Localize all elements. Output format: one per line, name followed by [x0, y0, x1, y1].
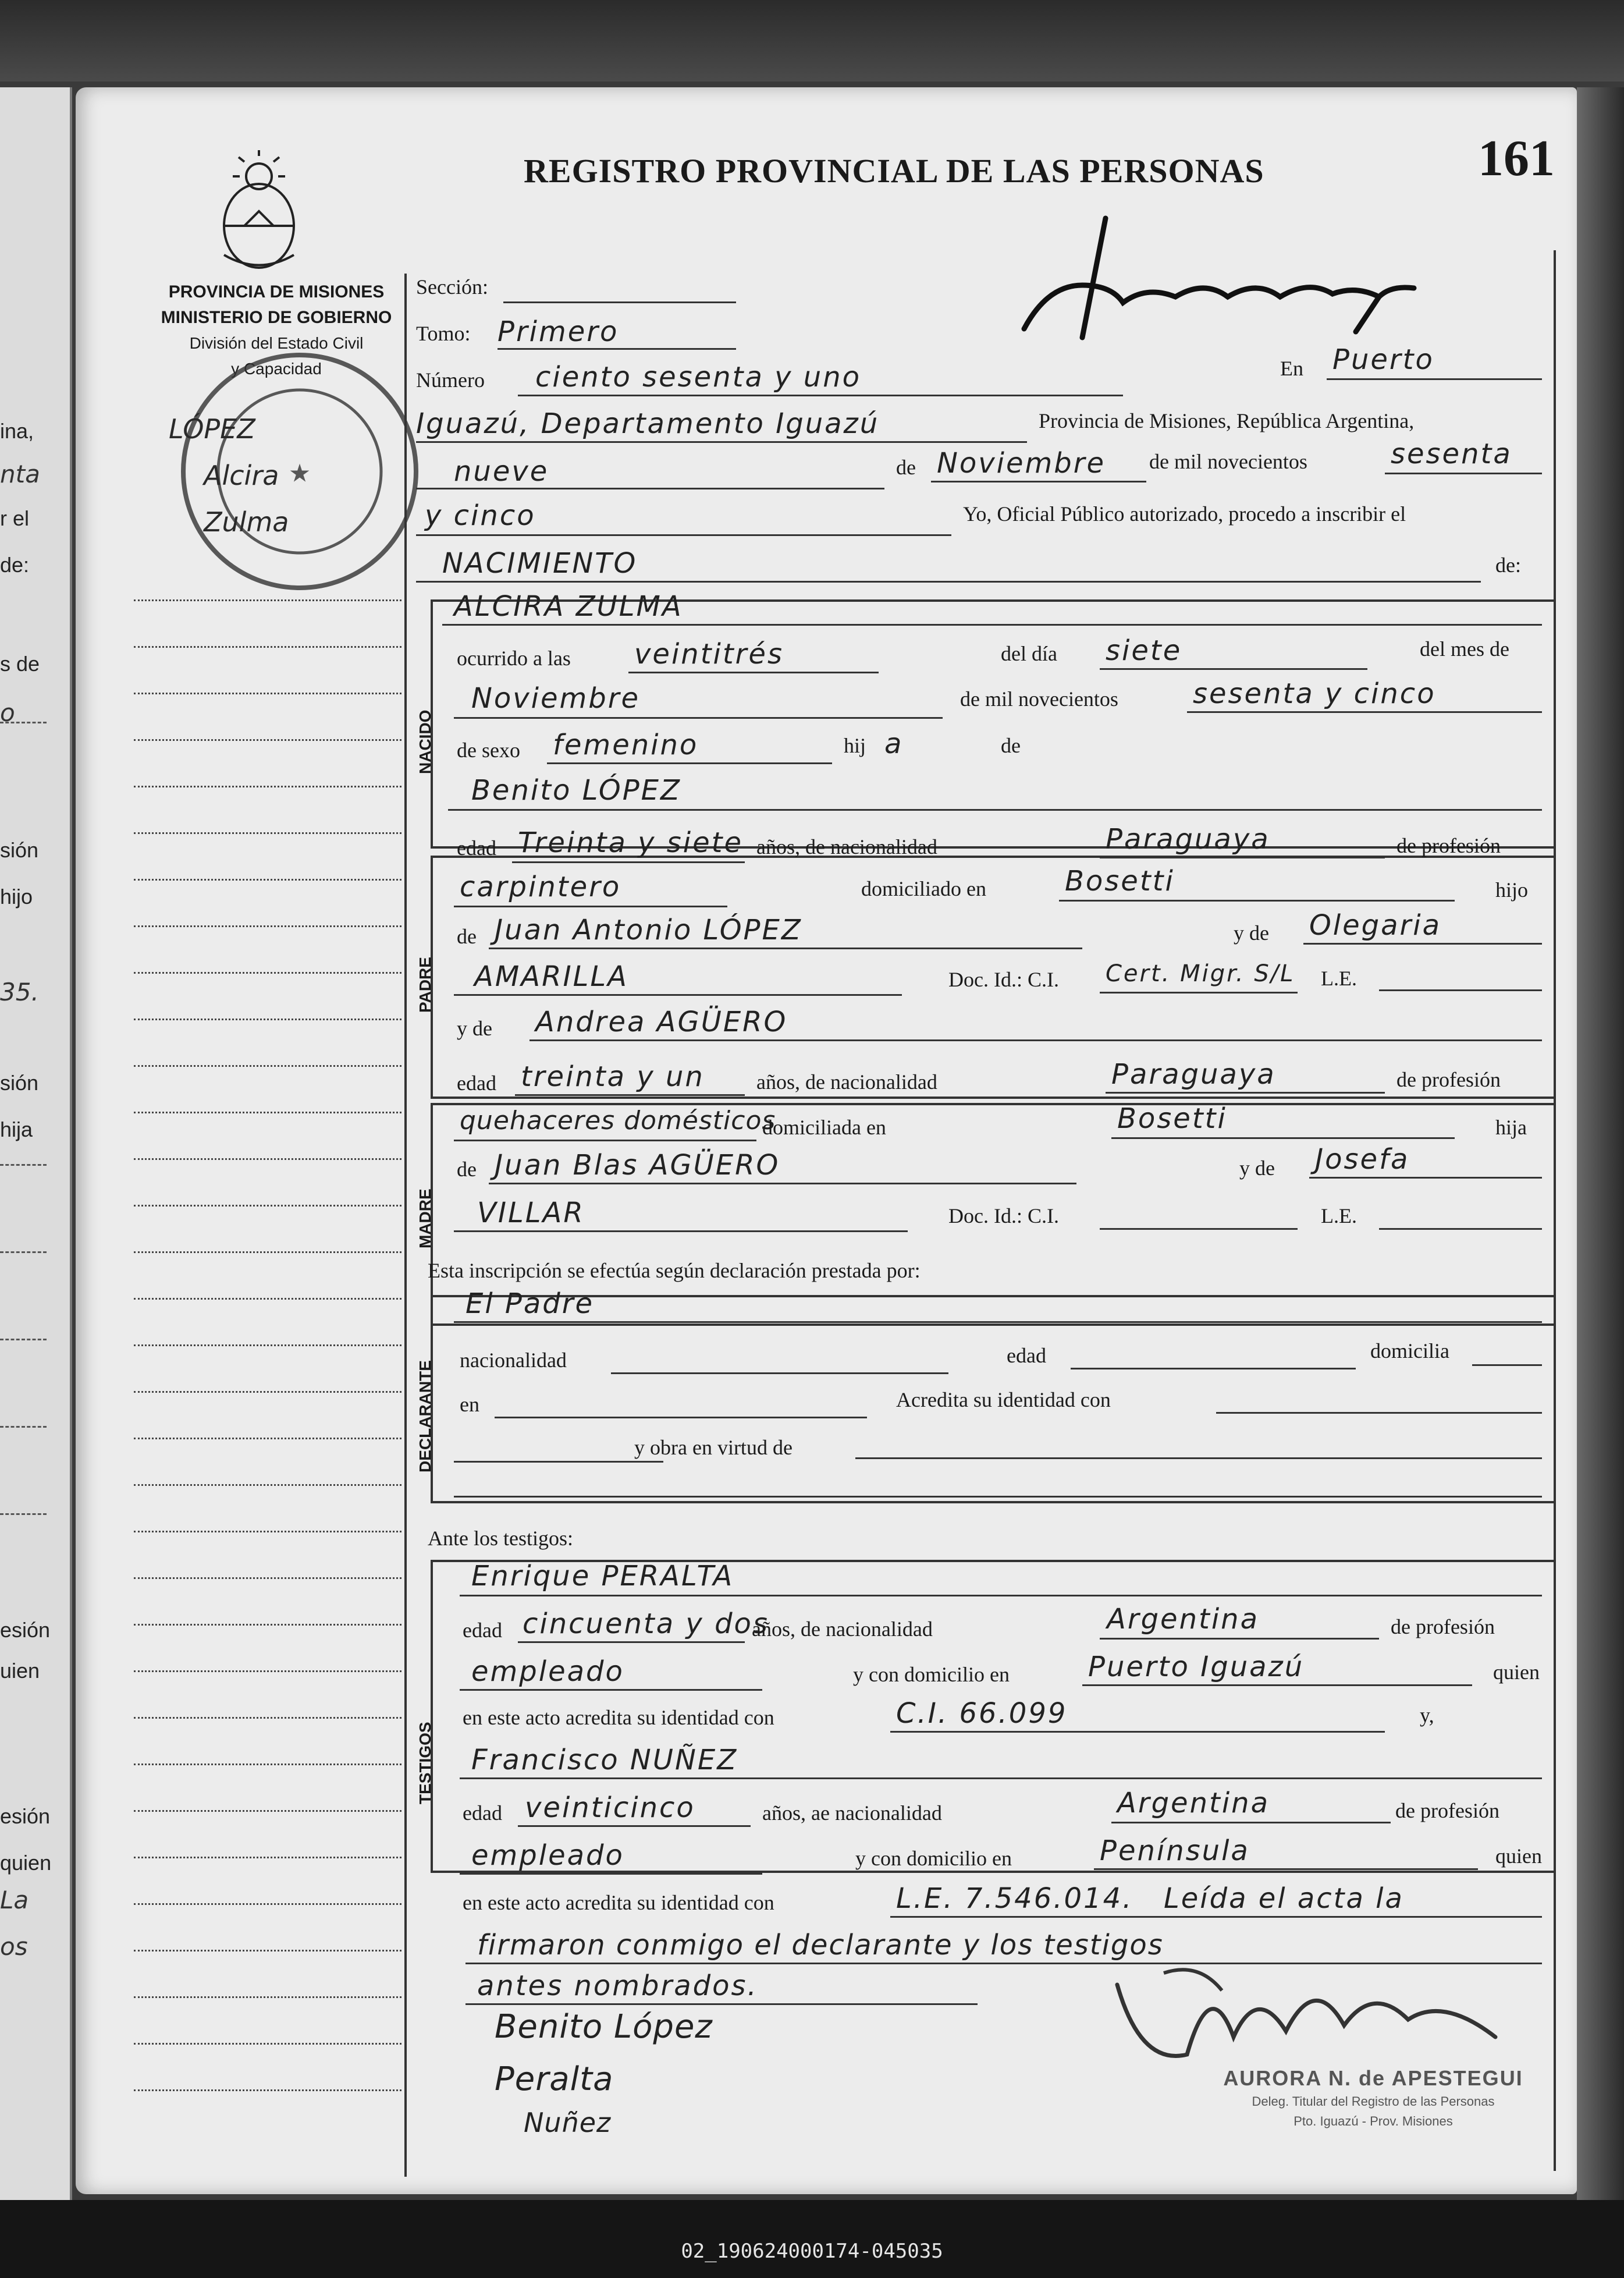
declarante-intro: Esta inscripción se efectúa según declaración prestada por:: [428, 1259, 921, 1282]
underline: [503, 301, 736, 303]
margin-first-name: Alcira: [204, 460, 279, 491]
underline: [1379, 1228, 1542, 1230]
underline: [454, 1496, 1542, 1498]
testigo2-domicilio: Península: [1100, 1835, 1250, 1867]
file-id-label: 02_190624000174-045035: [681, 2240, 943, 2263]
underline: [512, 861, 745, 863]
margin-line: [134, 2043, 401, 2045]
underline: [442, 624, 1542, 626]
official-signature-icon: [1094, 1950, 1513, 2084]
testigo2-profesion: empleado: [471, 1839, 624, 1872]
underline: [489, 1183, 1076, 1184]
underline: [1216, 1412, 1542, 1414]
nacido-mes: Noviembre: [471, 682, 641, 715]
prev-fragment: hijo: [0, 885, 33, 909]
madre-hija-label: hija: [1495, 1116, 1527, 1139]
underline: [1071, 1368, 1356, 1369]
testigo1-domicilio: Puerto Iguazú: [1088, 1651, 1305, 1683]
padre-padre-de: Juan Antonio LÓPEZ: [495, 914, 802, 946]
madre-le-label: L.E.: [1321, 1204, 1357, 1227]
madre-y-de-label: y de: [457, 1017, 492, 1040]
underline: [1187, 711, 1542, 713]
underline: [465, 2003, 978, 2005]
underline: [515, 1094, 745, 1096]
margin-line: [134, 1298, 401, 1300]
nacido-section: [431, 599, 1556, 849]
prev-fragment: esión: [0, 1804, 51, 1828]
underline: [448, 809, 1542, 811]
nacido-dia: siete: [1106, 634, 1182, 667]
margin-line: [134, 1019, 401, 1020]
underline: [1082, 1684, 1472, 1686]
madre-y-de2-label: y de: [1239, 1156, 1275, 1180]
official-place: Pto. Iguazú - Prov. Misiones: [1293, 2114, 1453, 2128]
padre-prof-label: de profesión: [1396, 834, 1501, 857]
padre-nombre: Benito LÓPEZ: [471, 774, 681, 807]
previous-page-edge: [0, 87, 72, 2200]
underline: [454, 906, 727, 907]
signature-witness-2-text: Nuñez: [524, 2107, 612, 2138]
closing-line-2: firmaron conmigo el declarante y los testigos: [477, 1929, 1164, 1961]
padre-edad-label: edad: [457, 836, 496, 860]
book-spine-shadow: [1577, 87, 1624, 2200]
tomo-value: Primero: [497, 315, 619, 348]
padre-nacionalidad: Paraguaya: [1106, 823, 1270, 856]
underline: [416, 441, 1027, 443]
underline: [460, 1595, 1542, 1596]
tipo-value: NACIMIENTO: [442, 547, 638, 580]
declarante-label: DECLARANTE: [416, 1360, 434, 1472]
underline: [890, 1731, 1385, 1733]
madre-label: MADRE: [416, 1188, 434, 1248]
signature-father-text: Benito López: [495, 2008, 713, 2046]
underline: [1100, 1228, 1298, 1230]
numero-value: ciento sesenta y uno: [535, 361, 861, 393]
underline: [454, 717, 943, 719]
underline: [530, 1039, 1542, 1041]
testigo2-nacionalidad: Argentina: [1117, 1787, 1270, 1819]
yo-text: Yo, Oficial Público autorizado, procedo a inscribir el: [963, 502, 1406, 526]
testigo1-edad: cincuenta y dos: [523, 1608, 769, 1640]
prev-fragment: r el: [0, 506, 30, 530]
tomo-label: Tomo:: [416, 322, 471, 345]
madre-prof-label: de profesión: [1396, 1068, 1501, 1091]
divider: [0, 1426, 47, 1428]
margin-line: [134, 1950, 401, 1951]
nacido-sexo: femenino: [553, 729, 699, 761]
testigo2-quien-label: quien: [1495, 1844, 1542, 1868]
sexo-label: de sexo: [457, 739, 520, 762]
madre-profesion: quehaceres domésticos: [460, 1106, 776, 1136]
closing-line-3: antes nombrados.: [477, 1970, 758, 2002]
margin-line: [134, 1112, 401, 1113]
margin-line: [134, 599, 401, 601]
margin-line: [134, 1205, 401, 1207]
margin-line: [134, 1531, 401, 1532]
margin-line: [134, 1484, 401, 1486]
declarante-edad-label: edad: [1007, 1344, 1046, 1367]
underline: [931, 481, 1146, 482]
svg-text:★: ★: [289, 462, 310, 486]
testigo-dom-label: y con domicilio en: [853, 1663, 1010, 1686]
footer-bar: [0, 2200, 1624, 2278]
divider: [0, 1513, 47, 1515]
underline: [1100, 992, 1298, 993]
registrar-signature-icon: [1007, 215, 1449, 349]
signature-father: [495, 2008, 713, 2046]
prev-fragment: uien: [0, 1659, 40, 1683]
declarante-acredita-label: Acredita su identidad con: [896, 1388, 1111, 1411]
margin-line: [134, 1391, 401, 1393]
testigo2-doc: L.E. 7.546.014.: [896, 1882, 1133, 1915]
underline: [416, 534, 951, 536]
declarante-obra-label: y obra en virtud de: [634, 1436, 793, 1459]
testigo2-edad-label: edad: [463, 1801, 502, 1825]
de-mil-label: de mil novecientos: [960, 687, 1118, 711]
nacido-nombre: ALCIRA ZULMA: [454, 590, 683, 623]
testigo-nac-label: años, de nacionalidad: [752, 1617, 933, 1641]
underline: [495, 1417, 867, 1418]
margin-line: [134, 739, 401, 741]
underline: [1111, 1137, 1455, 1139]
testigo2-dom-label: y con domicilio en: [855, 1847, 1012, 1870]
del-mes-label: del mes de: [1420, 637, 1509, 661]
padre-domicilio: Bosetti: [1065, 865, 1175, 897]
testigo1-doc: C.I. 66.099: [896, 1697, 1068, 1730]
margin-line: [134, 1857, 401, 1858]
underline: [454, 994, 902, 996]
underline: [454, 1461, 663, 1463]
anio-label: de mil novecientos: [1149, 450, 1307, 473]
margin-second-name: Zulma: [204, 506, 289, 538]
underline: [547, 762, 832, 764]
hijo-suffix: a: [884, 728, 904, 760]
prev-fragment: sión: [0, 838, 39, 862]
de-label: de: [896, 456, 916, 479]
testigo2-nac-label: años, ae nacionalidad: [762, 1801, 942, 1825]
testigo1-nacionalidad: Argentina: [1107, 1603, 1259, 1635]
prev-fragment: s de: [0, 652, 40, 676]
margin-line: [134, 1158, 401, 1160]
margin-line: [134, 2089, 401, 2091]
margin-line: [134, 832, 401, 834]
underline: [518, 1641, 745, 1643]
prev-fragment: La: [0, 1886, 29, 1914]
divider: [0, 1339, 47, 1340]
declarante-nac-label: nacionalidad: [460, 1349, 567, 1372]
official-name: AURORA N. de APESTEGUI: [1223, 2066, 1523, 2090]
official-title: Deleg. Titular del Registro de las Personas: [1252, 2094, 1495, 2109]
madre-edad: treinta y un: [521, 1060, 705, 1093]
prev-fragment: os: [0, 1932, 28, 1961]
nacido-label: NACIDO: [416, 709, 434, 774]
prev-fragment: 35.: [0, 978, 39, 1006]
testigo2-acredita-label: en este acto acredita su identidad con: [463, 1891, 774, 1914]
padre-madre-de-2: AMARILLA: [474, 960, 628, 993]
underline: [1327, 378, 1542, 380]
office-ministry: MINISTERIO DE GOBIERNO: [161, 308, 392, 327]
margin-line: [134, 1438, 401, 1439]
margin-line: [134, 1717, 401, 1719]
underline: [454, 1140, 756, 1141]
underline: [489, 948, 1082, 949]
margin-line: [134, 1251, 401, 1253]
anio-value-2: y cinco: [425, 499, 536, 532]
madre-madre-de-1: Josefa: [1315, 1143, 1410, 1176]
underline: [460, 1689, 762, 1691]
de-colon-label: de:: [1495, 553, 1521, 577]
underline: [1472, 1364, 1542, 1366]
padre-le-label: L.E.: [1321, 967, 1357, 990]
prev-fragment: esión: [0, 1618, 51, 1642]
testigo-y-label: y,: [1420, 1704, 1434, 1727]
signature-witness-2: [524, 2107, 611, 2138]
underline: [518, 395, 1123, 396]
form-frame-left: [404, 274, 407, 2177]
testigos-label: TESTIGOS: [416, 1722, 434, 1804]
underline: [611, 1372, 948, 1374]
underline: [1106, 1092, 1385, 1094]
madre-nombre: Andrea AGÜERO: [535, 1006, 788, 1038]
madre-madre-de-2: VILLAR: [477, 1197, 585, 1229]
padre-madre-de-1: Olegaria: [1309, 909, 1442, 942]
underline: [1379, 989, 1542, 991]
underline: [1094, 1868, 1478, 1870]
padre-doc: Cert. Migr. S/L: [1106, 960, 1295, 987]
margin-line: [134, 693, 401, 694]
padre-edad: Treinta y siete: [518, 826, 743, 859]
madre-nac-label: años, de nacionalidad: [756, 1070, 937, 1094]
madre-edad-label: edad: [457, 1071, 496, 1095]
del-dia-label: del día: [1001, 642, 1057, 665]
signature-witness-1: [495, 2060, 613, 2098]
underline: [1309, 1177, 1542, 1179]
prev-fragment: quien: [0, 1851, 52, 1875]
coat-of-arms-icon: [209, 150, 308, 272]
testigo1-nombre: Enrique PERALTA: [471, 1560, 734, 1592]
testigo2-prof-label: de profesión: [1395, 1799, 1499, 1822]
margin-line: [134, 1810, 401, 1812]
underline: [1100, 857, 1385, 858]
underline: [416, 488, 884, 489]
padre-y-de-label: y de: [1234, 921, 1269, 945]
underline: [1100, 1638, 1379, 1640]
anio-value-1: sesenta: [1391, 438, 1512, 470]
madre-dom-label: domiciliada en: [762, 1116, 886, 1139]
en-value: Puerto: [1332, 343, 1434, 376]
seccion-label: Sección:: [416, 275, 488, 299]
madre-domicilio: Bosetti: [1117, 1102, 1227, 1135]
underline: [855, 1457, 1542, 1459]
margin-line: [134, 879, 401, 881]
declarante-nombre: El Padre: [465, 1287, 595, 1320]
padre-label: PADRE: [416, 957, 434, 1013]
provincia-text: Provincia de Misiones, República Argentina,: [1039, 409, 1415, 432]
testigos-intro: Ante los testigos:: [428, 1527, 573, 1550]
underline: [1385, 473, 1542, 474]
signature-witness-1-text: Peralta: [495, 2060, 614, 2098]
underline: [497, 348, 736, 350]
padre-nac-label: años, de nacionalidad: [756, 835, 937, 858]
office-province: PROVINCIA DE MISIONES: [168, 282, 385, 301]
margin-line: [134, 1996, 401, 1998]
declarante-en-label: en: [460, 1393, 479, 1416]
testigo1-profesion: empleado: [471, 1655, 624, 1688]
prev-fragment: de:: [0, 553, 30, 577]
madre-de-label: de: [457, 1158, 477, 1181]
margin-line: [134, 1764, 401, 1765]
margin-line: [134, 1065, 401, 1067]
divider: [0, 1164, 47, 1166]
margin-line: [134, 1670, 401, 1672]
margin-line: [134, 786, 401, 787]
official-stamp: [1199, 2066, 1548, 2130]
office-capacity: y Capacidad: [231, 360, 322, 378]
underline: [460, 1777, 1542, 1779]
underline: [416, 581, 1481, 583]
underline: [890, 1916, 1542, 1918]
margin-line: [134, 1344, 401, 1346]
padre-doc-label: Doc. Id.: C.I.: [948, 968, 1059, 991]
nacido-de-label: de: [1001, 734, 1021, 757]
office-division: División del Estado Civil: [189, 334, 364, 352]
divider: [0, 722, 47, 723]
madre-nacionalidad: Paraguaya: [1111, 1058, 1276, 1091]
padre-profesion: carpintero: [460, 871, 621, 903]
hijo-label: hij: [844, 734, 866, 757]
declarante-dom-label: domicilia: [1370, 1339, 1449, 1362]
testigo-edad-label: edad: [463, 1619, 502, 1642]
testigo-acredita-label: en este acto acredita su identidad con: [463, 1706, 774, 1729]
underline: [1303, 943, 1542, 945]
underline: [460, 1873, 762, 1875]
nacido-anio: sesenta y cinco: [1193, 677, 1436, 710]
margin-line: [134, 925, 401, 927]
testigo2-nombre: Francisco NUÑEZ: [471, 1744, 738, 1776]
closing-line-1: Leída el acta la: [1164, 1882, 1404, 1915]
mes-value: Noviembre: [937, 447, 1106, 480]
underline: [454, 1230, 908, 1232]
ocurrido-label: ocurrido a las: [457, 647, 571, 670]
padre-hijo-label: hijo: [1495, 878, 1529, 902]
testigo2-edad: veinticinco: [525, 1791, 695, 1824]
underline: [1111, 1822, 1391, 1823]
madre-padre-de: Juan Blas AGÜERO: [495, 1149, 780, 1181]
underline: [454, 1321, 1542, 1323]
prev-fragment: hija: [0, 1117, 33, 1141]
en-label: En: [1280, 357, 1303, 380]
margin-line: [134, 1903, 401, 1905]
margin-line: [134, 646, 401, 648]
padre-de-label: de: [457, 925, 477, 948]
madre-doc-label: Doc. Id.: C.I.: [948, 1204, 1059, 1227]
register-page: [76, 87, 1577, 2194]
margin-line: [134, 1577, 401, 1579]
underline: [1100, 668, 1367, 670]
book-top-edge: [0, 0, 1624, 81]
padre-dom-label: domiciliado en: [861, 877, 986, 900]
dia-value: nueve: [454, 455, 549, 488]
divider: [0, 1251, 47, 1253]
numero-label: Número: [416, 368, 485, 392]
lugar-value: Iguazú, Departamento Iguazú: [416, 407, 880, 440]
nacido-hora: veintitrés: [634, 638, 784, 670]
margin-line: [134, 972, 401, 974]
margin-surname: LÓPEZ: [169, 413, 255, 445]
page-title: REGISTRO PROVINCIAL DE LAS PERSONAS: [524, 152, 1264, 190]
testigo-prof-label: de profesión: [1391, 1615, 1495, 1638]
underline: [1059, 900, 1455, 902]
prev-fragment: ina,: [0, 419, 34, 443]
page-number: 161: [1478, 130, 1555, 187]
testigo-quien-label: quien: [1493, 1660, 1540, 1684]
prev-fragment: sión: [0, 1071, 39, 1095]
underline: [628, 672, 879, 673]
underline: [518, 1825, 751, 1827]
prev-fragment: nta: [0, 460, 40, 488]
margin-line: [134, 1624, 401, 1626]
prev-fragment: o: [0, 698, 15, 727]
